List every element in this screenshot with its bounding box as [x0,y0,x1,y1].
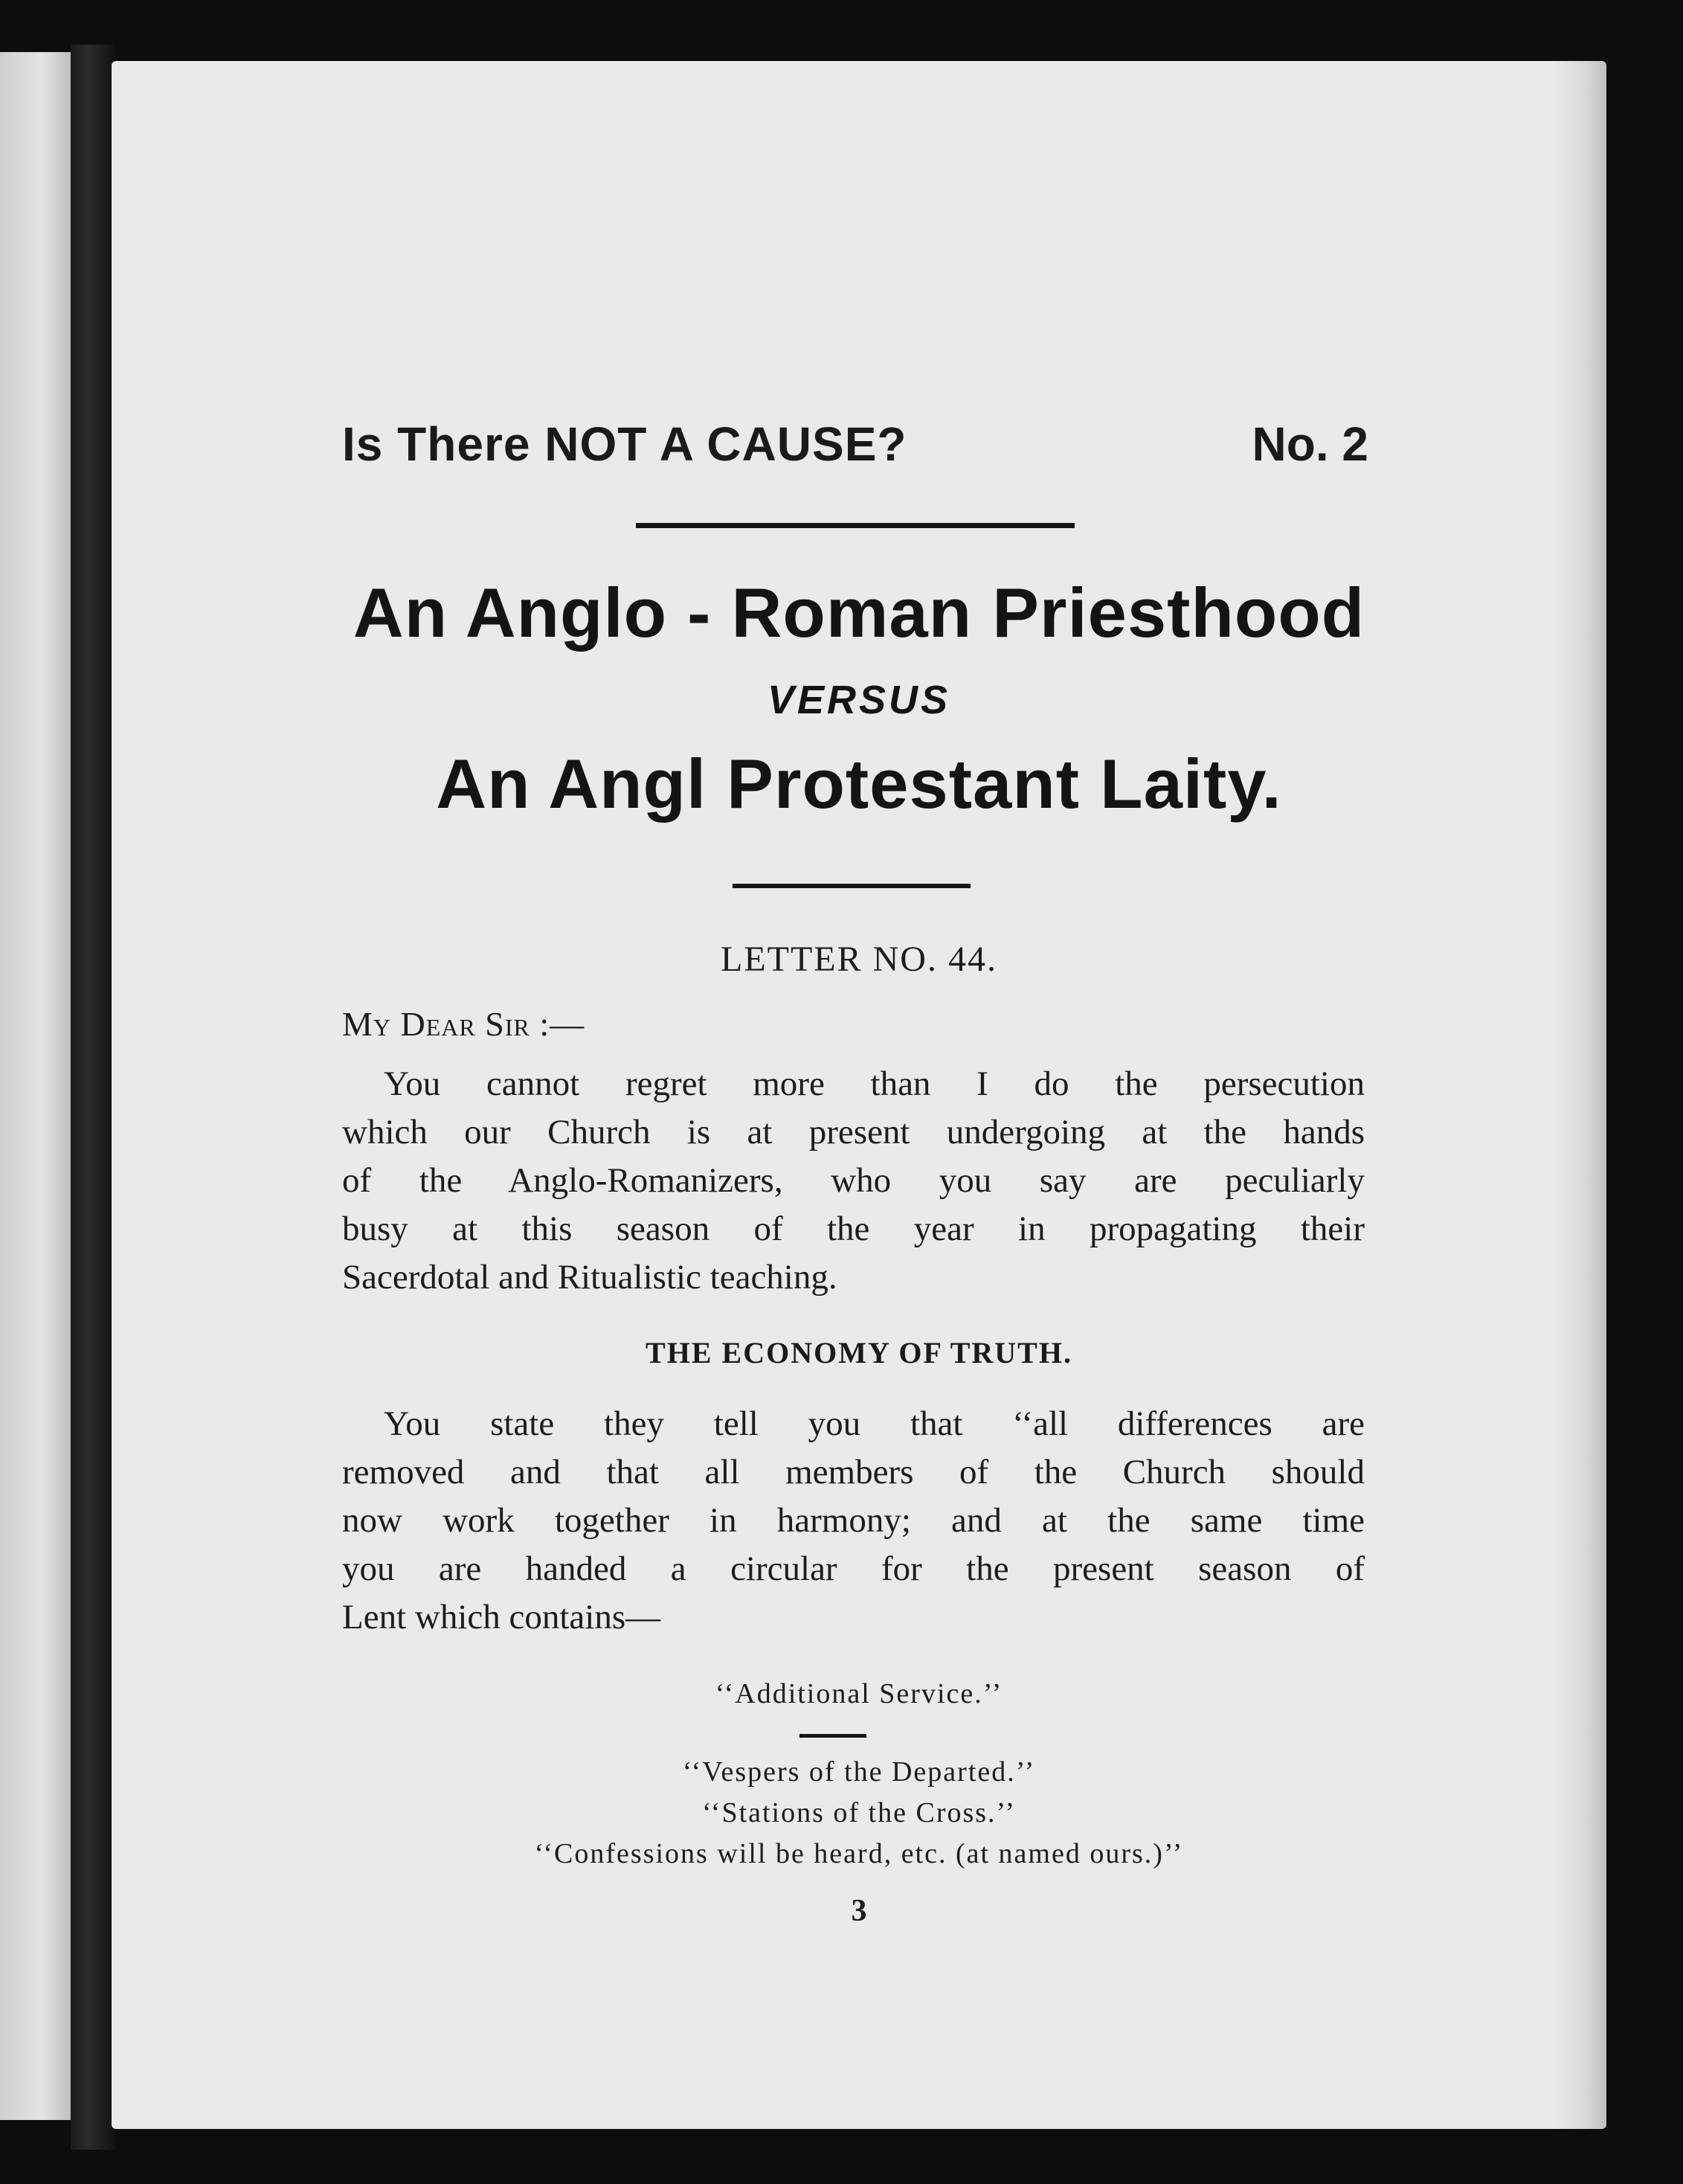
paragraph-line: you are handed a circular for the present season of [342,1549,1365,1588]
paragraph-line: now work together in harmony; and at the same time [342,1501,1365,1540]
title-line-2: An Angl Protestant Laity. [436,745,1282,823]
paragraph-1 [342,1060,1365,1302]
title-versus: VERSUS [767,678,951,722]
quoted-item: ‘‘Confessions will be heard, etc. (at named ours.)’’ [534,1838,1184,1869]
title-rule-top [636,523,1075,528]
paragraph-line: Sacerdotal and Ritualistic teaching. [342,1258,837,1297]
series-number: No. 2 [1252,417,1368,471]
quoted-item: ‘‘Vespers of the Departed.’’ [682,1756,1036,1788]
letter-number: LETTER NO. 44. [721,940,997,979]
title-rule-bottom [733,884,971,888]
paragraph-line: removed and that all members of the Church should [342,1453,1365,1491]
quoted-item: ‘‘Stations of the Cross.’’ [701,1797,1017,1828]
book-spine [71,45,115,2150]
paragraph-2 [342,1400,1365,1642]
paragraph-line: You cannot regret more than I do the persecution [384,1064,1365,1103]
paragraph-line: busy at this season of the year in propagating their [342,1210,1365,1248]
quoted-item: ‘‘Additional Service.’’ [715,1678,1003,1709]
paragraph-line: You state they tell you that ‘‘all differences are [384,1404,1365,1443]
page-number: 3 [851,1894,867,1928]
series-title: Is There NOT A CAUSE? [342,417,907,471]
paragraph-line: Lent which contains— [342,1598,661,1637]
paragraph-line: which our Church is at present undergoing at the hands [342,1113,1365,1152]
salutation: My Dear Sir :— [342,1005,585,1043]
title-line-1: An Anglo - Roman Priesthood [353,574,1365,652]
quote-divider [799,1734,866,1738]
paragraph-line: of the Anglo-Romanizers, who you say are peculiarly [342,1161,1365,1200]
facing-page-edge [0,52,71,2120]
running-header [342,417,1368,484]
section-heading: THE ECONOMY OF TRUTH. [646,1336,1072,1369]
